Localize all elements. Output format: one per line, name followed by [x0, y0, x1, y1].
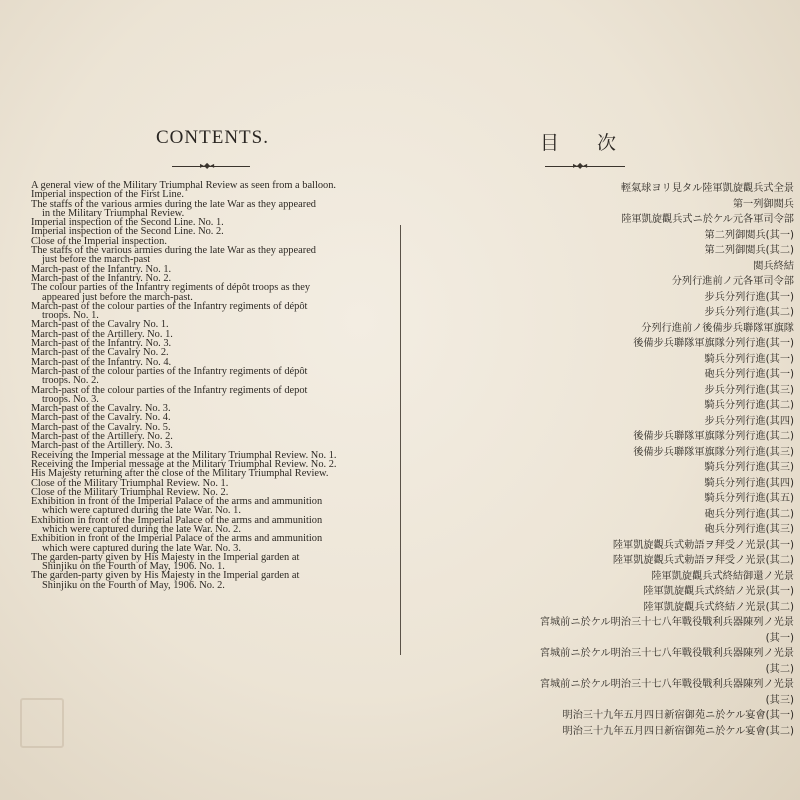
- japanese-contents-entry: 騎兵分列行進(其三): [704, 462, 794, 473]
- japanese-contents-entry: 騎兵分列行進(其五): [704, 493, 794, 504]
- english-contents-entry: [31, 302, 378, 321]
- entry-continuation-line: troops. No. 2.: [42, 375, 99, 387]
- japanese-contents-entry: 明治三十九年五月四日新宿御苑ニ於ケル宴會(其一): [562, 710, 794, 721]
- english-contents-entry: [31, 497, 378, 516]
- english-contents-list: [31, 181, 378, 590]
- entry-line: A general view of the Military Triumphal Review as seen from a balloon.: [31, 180, 337, 191]
- entry-continuation-line: Shinjiku on the Fourth of May, 1906. No. 1.: [42, 561, 225, 573]
- japanese-contents-entry: 步兵分列行進(其一): [704, 291, 794, 303]
- entry-continuation-line: troops. No. 3.: [42, 393, 99, 405]
- entry-line: The colour parties of the Infantry regiments of dépôt troops as they: [31, 282, 311, 294]
- english-contents-entry: [31, 516, 378, 535]
- entry-line: Exhibition in front of the Imperial Palace of the arms and ammunition: [31, 496, 323, 508]
- japanese-contents-entry: 閲兵終結: [753, 260, 794, 272]
- entry-continuation-line: troops. No. 1.: [42, 310, 99, 322]
- japanese-contents-entry: 宮城前ニ於ケル明治三十七八年戰役戰利兵器陳列ノ光景: [539, 648, 794, 659]
- entry-line: March-past of the Cavalry. No. 3.: [31, 403, 171, 415]
- japanese-contents-entry: 砲兵分列行進(其一): [704, 369, 794, 380]
- entry-line: The garden-party given by His Majesty in the Imperial garden at: [31, 570, 300, 582]
- entry-line: Close of the Military Triumphal Review. No. 1.: [31, 477, 229, 489]
- entry-line: March-past of the Infantry. No. 2.: [31, 272, 172, 284]
- entry-line: Close of the Imperial inspection.: [31, 235, 167, 247]
- japanese-contents-entry: 砲兵分列行進(其二): [704, 508, 794, 520]
- entry-line: March-past of the Cavalry. No. 5.: [31, 421, 171, 433]
- library-stamp-mark: [20, 698, 64, 748]
- entry-line: Receiving the Imperial message at the Military Triumphal Review. No. 2.: [31, 458, 337, 470]
- japanese-contents-title: 目 次: [540, 133, 617, 154]
- japanese-title-ornament: ▸◆◂: [573, 161, 588, 170]
- japanese-contents-entry: 第二列御閲兵(其一): [704, 229, 794, 241]
- japanese-contents-entry: 後備步兵聯隊軍旗隊分列行進(其三): [633, 446, 794, 458]
- japanese-contents-entry: 第二列御閲兵(其二): [704, 245, 794, 256]
- entry-line: Receiving the Imperial message at the Military Triumphal Review. No. 1.: [31, 449, 337, 461]
- japanese-contents-entry: 騎兵分列行進(其二): [704, 400, 794, 411]
- japanese-contents-entry: 後備步兵聯隊軍旗隊分列行進(其二): [633, 431, 794, 442]
- japanese-contents-entry: 明治三十九年五月四日新宿御苑ニ於ケル宴會(其二): [562, 725, 794, 737]
- english-contents-entry: [31, 200, 378, 219]
- japanese-contents-entry: 輕氣球ヨリ見タル陸軍凱旋觀兵式全景: [620, 183, 794, 194]
- japanese-contents-entry: 第一列御閲兵: [732, 198, 794, 210]
- entry-line: The garden-party given by His Majesty in the Imperial garden at: [31, 551, 300, 563]
- entry-line: March-past of the Infantry. No. 4.: [31, 356, 172, 368]
- japanese-contents-entry: 步兵分列行進(其三): [704, 384, 794, 396]
- entry-line: March-past of the Cavalry No. 1.: [31, 319, 169, 331]
- entry-line: The staffs of the various armies during the late War as they appeared: [31, 198, 316, 210]
- entry-line: March-past of the Cavalry No. 2.: [31, 347, 169, 359]
- japanese-contents-entry: 陸軍凱旋觀兵式勅語ヲ拜受ノ光景(其一): [612, 539, 794, 551]
- english-contents-entry: [31, 283, 378, 302]
- english-contents-title: CONTENTS.: [156, 127, 269, 148]
- entry-line: Exhibition in front of the Imperial Palace of the arms and ammunition: [31, 533, 323, 545]
- english-contents-entry: [31, 571, 378, 590]
- japanese-contents-entry: 步兵分列行進(其二): [704, 307, 794, 318]
- entry-line: March-past of the colour parties of the Infantry regiments of dépôt: [31, 365, 308, 377]
- japanese-contents-entry: 步兵分列行進(其四): [704, 415, 794, 427]
- entry-line: Imperial inspection of the Second Line. No. 2.: [31, 226, 224, 238]
- entry-continuation-line: which were captured during the late War. No. 3.: [42, 542, 241, 554]
- entry-line: March-past of the Artillery. No. 1.: [31, 328, 173, 340]
- entry-line: Exhibition in front of the Imperial Palace of the arms and ammunition: [31, 514, 323, 526]
- japanese-contents-entry: 騎兵分列行進(其一): [704, 353, 794, 365]
- entry-line: His Majesty returning after the close of the Military Triumphal Review.: [31, 468, 329, 480]
- entry-line: Close of the Military Triumphal Review. No. 2.: [31, 486, 229, 498]
- english-contents-entry: [31, 386, 378, 405]
- entry-line: March-past of the Artillery. No. 3.: [31, 440, 173, 452]
- japanese-contents-entry: 宮城前ニ於ケル明治三十七八年戰役戰利兵器陳列ノ光景: [539, 679, 794, 690]
- japanese-contents-entry: (其二): [765, 663, 794, 675]
- english-contents-entry: [31, 246, 378, 265]
- entry-line: The staffs of the various armies during the late War as they appeared: [31, 245, 316, 257]
- japanese-contents-entry: 陸軍凱旋觀兵式ニ於ケル元各軍司令部: [621, 214, 794, 225]
- japanese-contents-entry: 砲兵分列行進(其三): [704, 524, 794, 535]
- entry-line: Imperial inspection of the First Line.: [31, 189, 184, 201]
- entry-continuation-line: just before the march-past: [42, 254, 151, 266]
- english-contents-entry: [31, 553, 378, 572]
- entry-continuation-line: which were captured during the late War. No. 2.: [42, 523, 241, 535]
- japanese-contents-entry: 宮城前ニ於ケル明治三十七八年戰役戰利兵器陳列ノ光景: [539, 617, 794, 628]
- english-title-ornament: ▸◆◂: [200, 161, 215, 170]
- japanese-contents-entry: 陸軍凱旋觀兵式終結御還ノ光景: [651, 570, 794, 582]
- japanese-contents-entry: (其一): [765, 632, 794, 644]
- japanese-contents-entry: (其三): [765, 694, 794, 706]
- japanese-contents-list: [409, 181, 794, 739]
- japanese-contents-entry: 騎兵分列行進(其四): [704, 477, 794, 489]
- japanese-contents-entry: 陸軍凱旋觀兵式終結ノ光景(其一): [643, 586, 794, 597]
- center-divider-line: [400, 225, 401, 655]
- entry-line: March-past of the colour parties of the Infantry regiments of dépôt: [31, 300, 308, 312]
- japanese-contents-entry: 分列行進前ノ元各軍司令部: [671, 276, 794, 287]
- entry-continuation-line: which were captured during the late War. No. 1.: [42, 505, 241, 517]
- japanese-contents-entry: 陸軍凱旋觀兵式終結ノ光景(其二): [643, 601, 794, 613]
- entry-continuation-line: Shinjiku on the Fourth of May, 1906. No. 2.: [42, 579, 225, 591]
- entry-continuation-line: appeared just before the march-past.: [42, 291, 193, 303]
- english-contents-entry: [31, 534, 378, 553]
- english-contents-entry: [31, 367, 378, 386]
- entry-line: March-past of the Artillery. No. 2.: [31, 431, 173, 443]
- entry-line: March-past of the Infantry. No. 1.: [31, 263, 172, 275]
- entry-continuation-line: in the Military Triumphal Review.: [42, 207, 185, 219]
- entry-line: March-past of the colour parties of the Infantry regiments of depot: [31, 384, 308, 396]
- entry-line: Imperial inspection of the Second Line. No. 1.: [31, 217, 224, 229]
- japanese-contents-entry: 陸軍凱旋觀兵式勅語ヲ拜受ノ光景(其二): [612, 555, 794, 566]
- entry-line: March-past of the Cavalry. No. 4.: [31, 412, 171, 424]
- entry-line: March-past of the Infantry. No. 3.: [31, 338, 172, 350]
- japanese-contents-entry: 後備步兵聯隊軍旗隊分列行進(其一): [633, 338, 794, 349]
- japanese-contents-entry: 分列行進前ノ後備步兵聯隊軍旗隊: [641, 322, 794, 334]
